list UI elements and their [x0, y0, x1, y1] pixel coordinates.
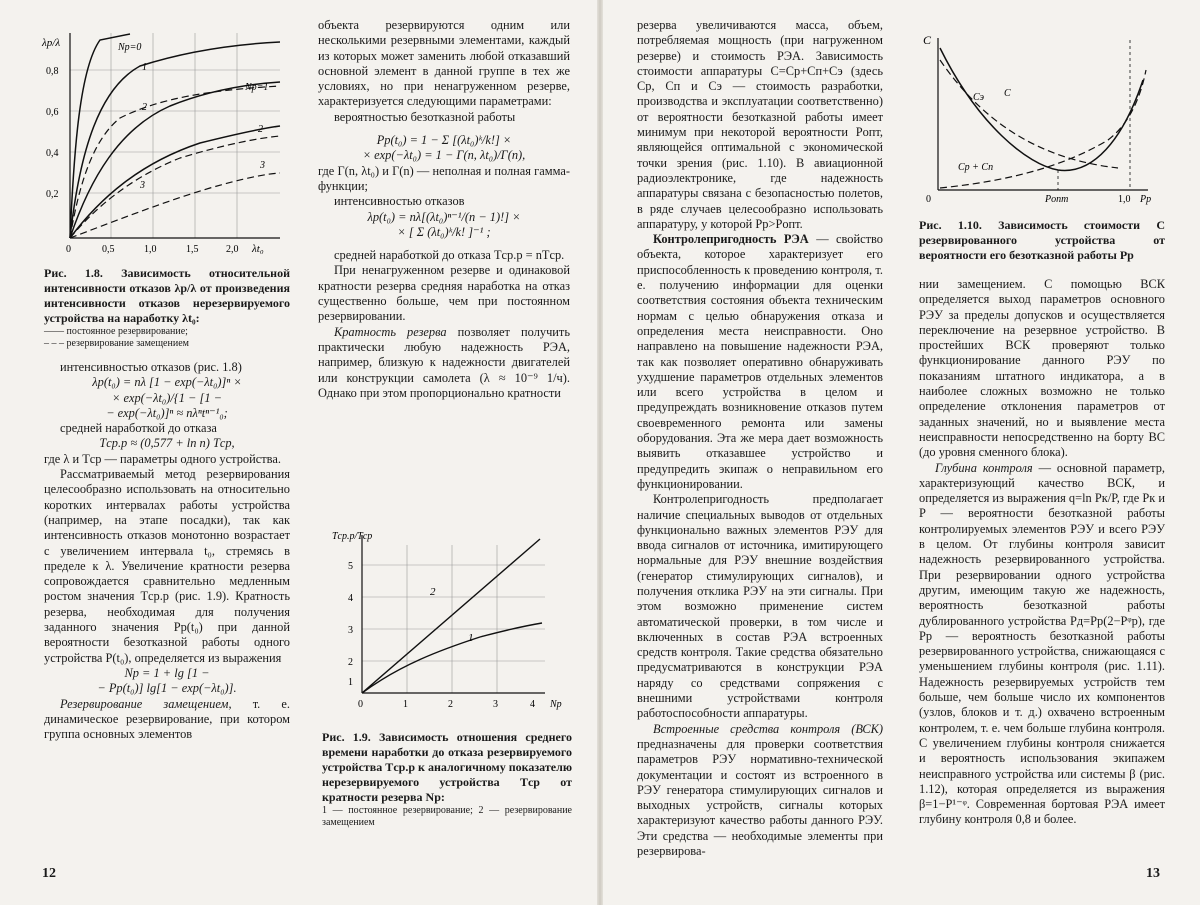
- fig19-xtick: 3: [493, 699, 498, 710]
- fig18-ytick: 0,4: [46, 148, 59, 159]
- paragraph-text: — свойство объекта, которое характеризует его приспособленность к проведению контроля, т. е. получению информации для оценки соответствия состояния объекта техническим нормам с целью обнаружения отказа и определения места неисправности. Оно направлено на повышение надежности РЭА, так как позволяет оперативно обнаруживать ухудшение параметров отдельных элементов или всего устройства в целом и предупреждать возникновение отказов путем своевременного ремонта или замены оборудования. Эта же мера дает возможность выявить отказавшее устройство и предупредить экипаж о неправильном его функционировании.: [637, 232, 883, 491]
- paragraph: [919, 461, 1165, 828]
- fig19-ylabel: Tср.р/Tср: [332, 531, 373, 542]
- fig18-xtick: 1,5: [186, 244, 199, 255]
- page-number-right: 13: [1146, 866, 1160, 881]
- fig110-popt: Pопт: [1045, 194, 1069, 205]
- fig110-xlabel: Pр: [1140, 194, 1152, 205]
- fig110-x-end: 1,0: [1118, 194, 1131, 205]
- paragraph: [318, 325, 570, 401]
- fig19-ytick: 4: [348, 593, 353, 604]
- formula: λр(t₀) = nλ[(λt₀)ⁿ⁻¹/(n − 1)!] ×: [367, 209, 521, 224]
- fig110-origin: 0: [926, 194, 931, 205]
- paragraph-text: позволяет получить практически любую надежность РЭА, например, близкую к надежности двигателей или конструкции самолета (λ ≈ 10⁻⁹ 1/ч). Однако при этом пропорционально кратности: [318, 324, 570, 400]
- paragraph: Контролепригодность предполагает наличие специальных выводов от отдельных функционально важных элементов РЭУ для ввода сигналов от источника, имитирующего нормальные для РЭУ внешние воздействия (генератор стимулирующих сигналов), и получения отклика РЭУ на эти сигналы. При этом возможно применение систем автоматической проверки, в том числе и включенных в состав РЭА встроенных средств контроля. Такие средства обязательно предусматриваются в конструкции РЭА наряду со средствами сопряжения с внешними устройствами контроля работоспособности аппаратуры.: [637, 492, 883, 721]
- fig19-xtick: 4: [530, 699, 535, 710]
- paragraph: Рассматриваемый метод резервирования целесообразно использовать на относительно коротких интервалах работы устройства (например, на этапе посадки), так как интенсивность отказов монотонно возрастает с увеличением интервала t₀, стремясь в пределе к λ. Увеличение кратности резерва сопровождается сравнительно медленным ростом значения Tср.р (рис. 1.9). Кратность резерва, необходимая для получения заданного значения Pр(t₀) при данной вероятности безотказной работы одного устройства P(t₀), определяется из выражения: [44, 467, 290, 665]
- paragraph: объекта резервируются одним или несколькими резервными элементами, каждый из которых может заменить любой отказавший основной элемент в данной группе в тех же условиях, но при ненагруженном резерве, характеризуется следующими параметрами:: [318, 18, 570, 109]
- fig-1-10-chart: [918, 30, 1168, 210]
- fig19-ytick: 2: [348, 657, 353, 668]
- paragraph: вероятностью безотказной работы: [334, 109, 516, 124]
- page-number-left: 12: [42, 866, 56, 881]
- paragraph-text: т. е. динамическое резервирование, при котором группа основных элементов: [44, 696, 291, 742]
- fig18-xlabel: λt₀: [252, 243, 264, 255]
- fig18-xtick: 2,0: [226, 244, 239, 255]
- fig18-ytick: 0,6: [46, 107, 59, 118]
- fig18-curve-label: 3: [260, 160, 265, 171]
- formula: Nр = 1 + lg [1 −: [124, 665, 210, 680]
- formula: − Pр(t₀)] lg[1 − exp(−λt₀)].: [97, 681, 237, 696]
- fig19-curve-label: 2: [430, 586, 436, 598]
- fig19-ytick: 5: [348, 561, 353, 572]
- formula: × exp(−λt₀) = 1 − Γ(n, λt₀)/Γ(n),: [362, 148, 526, 163]
- term-italic: Глубина контроля: [935, 460, 1033, 475]
- fig19-ytick: 1: [348, 677, 353, 688]
- fig18-ylabel: λр/λ: [42, 37, 61, 49]
- paragraph: средней наработкой до отказа: [60, 421, 217, 436]
- paragraph: средней наработкой до отказа Tср.р = nTср.: [334, 248, 565, 263]
- fig18-ytick: 0,2: [46, 189, 59, 200]
- paragraph: где λ и Tср — параметры одного устройства.: [44, 451, 281, 466]
- paragraph: где Γ(n, λt₀) и Γ(n) — неполная и полная гамма-функции;: [318, 163, 570, 193]
- paragraph: резерва увеличиваются масса, объем, потребляемая мощность (при нагруженном резерве) и стоимость РЭА. Зависимость стоимости аппаратуры C=Cр+Cп+Cэ (здесь Cр, Cп и Cэ — стоимость разработки, производства и эксплуатации соответственно) от вероятности безотказной работы имеет минимум при некоторой вероятности Pопт, являющейся оптимальной с экономической точки зрения (рис. 1.10). В авиационной радиоэлектронике, где надежность аппаратуры связана с безопасностью полетов, в ряде случаев целесообразно использовать аппаратуру, у которой Pр>Pопт.: [637, 18, 883, 231]
- paragraph: нии замещением. С помощью ВСК определяется выход параметров основного РЭУ за пределы допусков и осуществляется переключение на резервное устройство. В простейших ВСК проверяют только функционирование данного РЭУ по показаниям штатного индикатора, а в наиболее сложных возможно не только определение отклонения параметров от заданных значений, но и выявление места неисправности непосредственно на борту ВС (до уровня сменного блока).: [919, 277, 1165, 460]
- fig-1-9-chart: [330, 525, 580, 725]
- term-italic: Кратность резерва: [334, 324, 447, 339]
- fig18-legend-dashed: – – – резервирование замещением: [44, 338, 189, 349]
- fig18-xtick: 1,0: [144, 244, 157, 255]
- paragraph: [44, 697, 290, 743]
- fig19-legend: 1 — постоянное резервирование; 2 — резервирование замещением: [322, 805, 572, 828]
- fig18-curve-label: Nр=1: [245, 82, 269, 93]
- fig19-xtick: 0: [358, 699, 363, 710]
- fig18-curve-label: 2: [258, 124, 263, 135]
- page-gutter: [597, 0, 603, 905]
- fig110-curve-label: Cр + Cп: [958, 162, 994, 173]
- fig18-legend-solid: —— постоянное резервирование;: [44, 326, 188, 337]
- fig19-ytick: 3: [348, 625, 353, 636]
- fig18-curve-label: 2: [142, 102, 147, 113]
- fig18-curve-label: Nр=0: [118, 42, 142, 53]
- term-italic: Встроенные средства контроля (ВСК): [653, 721, 883, 736]
- fig18-xtick: 0: [66, 244, 71, 255]
- fig19-xtick: 2: [448, 699, 453, 710]
- paragraph-text: предназначены для проверки соответствия параметров РЭУ нормативно-технической документации и состоят из встроенного в РЭУ генератора стимулирующих сигналов и выходных устройств, сигналы которых характеризуют качество работы данного РЭУ. Эти средства — необходимые элементы при резервирова-: [637, 736, 883, 859]
- fig19-xtick: 1: [403, 699, 408, 710]
- fig-1-8-chart: [40, 28, 285, 263]
- fig19-curve-label: 1: [468, 632, 474, 644]
- fig19-caption: Рис. 1.9. Зависимость отношения среднего времени наработки до отказа резервируемого устройства Tср.р к аналогичному показателю нерезервируемого устройства Tср от кратности резерва Nр:: [322, 730, 572, 804]
- formula: × exp(−λt₀)/{1 − [1 −: [111, 390, 222, 405]
- fig110-caption: Рис. 1.10. Зависимость стоимости C резервированного устройства от вероятности его безотказной работы Pр: [919, 218, 1165, 262]
- paragraph: При ненагруженном резерве и одинаковой кратности резерва средняя наработка на отказ существенно больше, чем при постоянном резервировании.: [318, 263, 570, 324]
- fig18-xtick: 0,5: [102, 244, 115, 255]
- paragraph: [637, 722, 883, 860]
- fig110-curve-label: C: [1004, 88, 1011, 99]
- fig18-curve-label: 1: [142, 62, 147, 73]
- paragraph: интенсивностью отказов: [334, 194, 465, 209]
- fig18-caption: Рис. 1.8. Зависимость относительной интенсивности отказов λр/λ от произведения интенсивности отказов нерезервируемого устройства на наработку λt₀:: [44, 266, 290, 325]
- formula: λр(t₀) = nλ [1 − exp(−λt₀)]ⁿ ×: [92, 375, 242, 390]
- formula: − exp(−λt₀)]ⁿ ≈ nλⁿtⁿ⁻¹₀;: [106, 405, 228, 420]
- formula: Pр(t₀) = 1 − Σ [(λt₀)ᵏ/k!] ×: [376, 133, 512, 148]
- paragraph: интенсивностью отказов (рис. 1.8): [60, 360, 242, 374]
- term-bold: Контролепригодность РЭА: [653, 232, 809, 247]
- paragraph: [637, 232, 883, 492]
- formula: × [ Σ (λt₀)ᵏ/k! ]⁻¹ ;: [397, 224, 491, 239]
- fig110-ylabel: C: [923, 33, 932, 47]
- fig19-xlabel: Nр: [550, 699, 562, 710]
- formula: Tср.р ≈ (0,577 + ln n) Tср,: [99, 436, 235, 451]
- fig18-ytick: 0,8: [46, 66, 59, 77]
- paragraph-text: — основной параметр, характеризующий качество ВСК, и определяется из выражения q=ln Pк/P, где Pк и P — вероятности безотказной работы контролируемых элементов РЭУ и всего РЭУ в целом. От глубины контроля зависит надежность резервированного устройства. При резервировании одного устройства другим, имеющим такую же надежность, вероятность безотказной работы дублированного устройства Pд=Pр(2−Pᵠр), где Pр — вероятность безотказной работы резервированного устройства, снижающаяся с уменьшением глубины контроля (рис. 1.11). Надежность резервируемых устройств тем больше, чем больше число их компонентов (узлов, блоков и т. д.) охвачено встроенным контролем, т. е. чем больше глубина контроля. С увеличением глубины контроля снижается и вероятность использования экипажем неисправного устройства или системы β (рис. 1.12), которая определяется из выражения β=1−P¹⁻ᵠ. Современная бортовая РЭА имеет глубину контроля 0,8 и более.: [919, 460, 1165, 827]
- fig110-curve-label: Cэ: [973, 92, 985, 103]
- term-italic: Резервирование замещением,: [60, 696, 232, 711]
- fig18-curve-label: 3: [140, 180, 145, 191]
